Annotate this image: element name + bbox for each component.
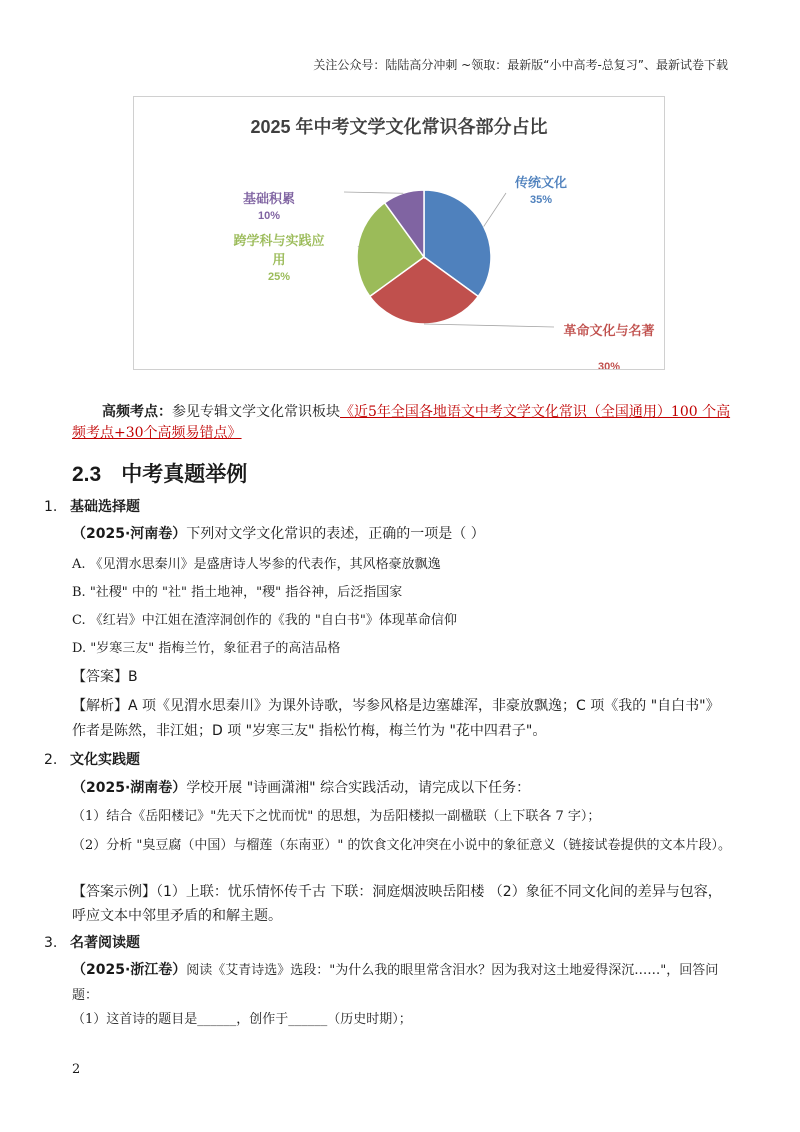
slice-label: 传统文化 (514, 176, 568, 191)
question-2-stem-text: 学校开展 "诗画潇湘" 综合实践活动，请完成以下任务： (186, 780, 531, 796)
question-2-answer: 【答案示例】（1）上联：忧乐情怀传千古 下联：洞庭烟波映岳阳楼 （2）象征不同文化间的差异与包容，呼应文本中邻里矛盾的和解主题。 (72, 884, 722, 924)
question-2-source: （2025·湖南卷） (72, 780, 187, 796)
option-c: C. 《红岩》中江姐在渣滓洞创作的《我的 "自白书"》体现革命信仰 (72, 613, 457, 628)
question-2-task-2: （2）分析 "臭豆腐（中国）与榴莲（东南亚）" 的饮食文化冲突在小说中的象征意义（链接试卷提供的文本片段）。 (72, 838, 731, 853)
slice-value-label: 10% (257, 210, 281, 222)
kaodian-link[interactable]: 《近5年全国各地语文中考文学文化常识（全国通用）100 个高频考点+30个高频易错点》 (72, 404, 731, 441)
question-3-source: （2025·浙江卷） (72, 962, 187, 978)
slice-value-label: 25% (267, 271, 291, 283)
slice-label: 革命文化与名著 (563, 324, 655, 339)
question-1-title (44, 496, 140, 516)
option-d: D. "岁寒三友" 指梅兰竹，象征君子的高洁品格 (72, 641, 341, 656)
page-header: 关注公众号：陆陆高分冲刺 ~领取：最新版“小中高考-总复习”、最新试卷下载 (313, 58, 728, 72)
question-1-source: （2025·河南卷） (72, 526, 187, 542)
question-1-analysis: 【解析】A 项《见渭水思秦川》为课外诗歌，岑参风格是边塞雄浑，非豪放飘逸；C 项《我的 "自白书"》作者是陈然，非江姐；D 项 "岁寒三友" 指松竹梅，梅兰竹为 "花中四君子"。 (72, 698, 720, 739)
section-heading (72, 458, 247, 488)
question-3-stem-text: 阅读《艾青诗选》选段："为什么我的眼里常含泪水？因为我对这土地爱得深沉……"，回答问题： (72, 963, 719, 1003)
question-3-number: 3. (44, 935, 58, 951)
section-title: 中考真题举例 (121, 463, 248, 486)
question-2-stem (72, 776, 732, 800)
question-3-heading: 名著阅读题 (70, 935, 140, 951)
question-2-task-1: （1）结合《岳阳楼记》"先天下之忧而忧" 的思想，为岳阳楼拟一副楹联（上下联各 7 字）； (72, 809, 601, 824)
question-1-stem-text: 下列对文学文化常识的表述，正确的一项是（ ） (186, 526, 485, 542)
question-2-heading: 文化实践题 (70, 752, 140, 768)
slice-label: 基础积累 (242, 192, 296, 207)
question-3-title (44, 932, 140, 952)
question-1-number: 1. (44, 499, 58, 515)
slice-value-label: 30% (597, 361, 621, 369)
slice-label: 用 (272, 253, 286, 268)
option-b: B. "社稷" 中的 "社" 指土地神，"稷" 指谷神，后泛指国家 (72, 585, 403, 600)
leader-line (484, 193, 506, 227)
pie-chart-svg (134, 97, 664, 369)
leader-line (424, 324, 554, 327)
question-1-stem (72, 522, 732, 546)
question-2-number: 2. (44, 752, 58, 768)
question-3-stem (72, 958, 732, 1008)
option-a: A. 《见渭水思秦川》是盛唐诗人岑参的代表作，其风格豪放飘逸 (72, 557, 441, 572)
chart-title: 2025 年中考文学文化常识各部分占比 (250, 117, 548, 137)
kaodian-label: 高频考点： (102, 404, 172, 420)
kaodian-paragraph (72, 402, 732, 444)
slice-value-label: 35% (529, 194, 553, 206)
section-number: 2.3 (72, 463, 102, 486)
question-1-heading: 基础选择题 (70, 499, 140, 515)
leader-line (344, 192, 403, 193)
page-number: 2 (72, 1062, 81, 1077)
question-3-task-1: （1）这首诗的题目是______，创作于______（历史时期）； (72, 1012, 412, 1027)
slice-label: 跨学科与实践应 (233, 234, 325, 249)
question-1-answer: 【答案】B (72, 669, 138, 685)
pie-chart (133, 96, 665, 370)
kaodian-text: 参见专辑文学文化常识板块 (172, 404, 340, 420)
question-2-title (44, 749, 140, 769)
